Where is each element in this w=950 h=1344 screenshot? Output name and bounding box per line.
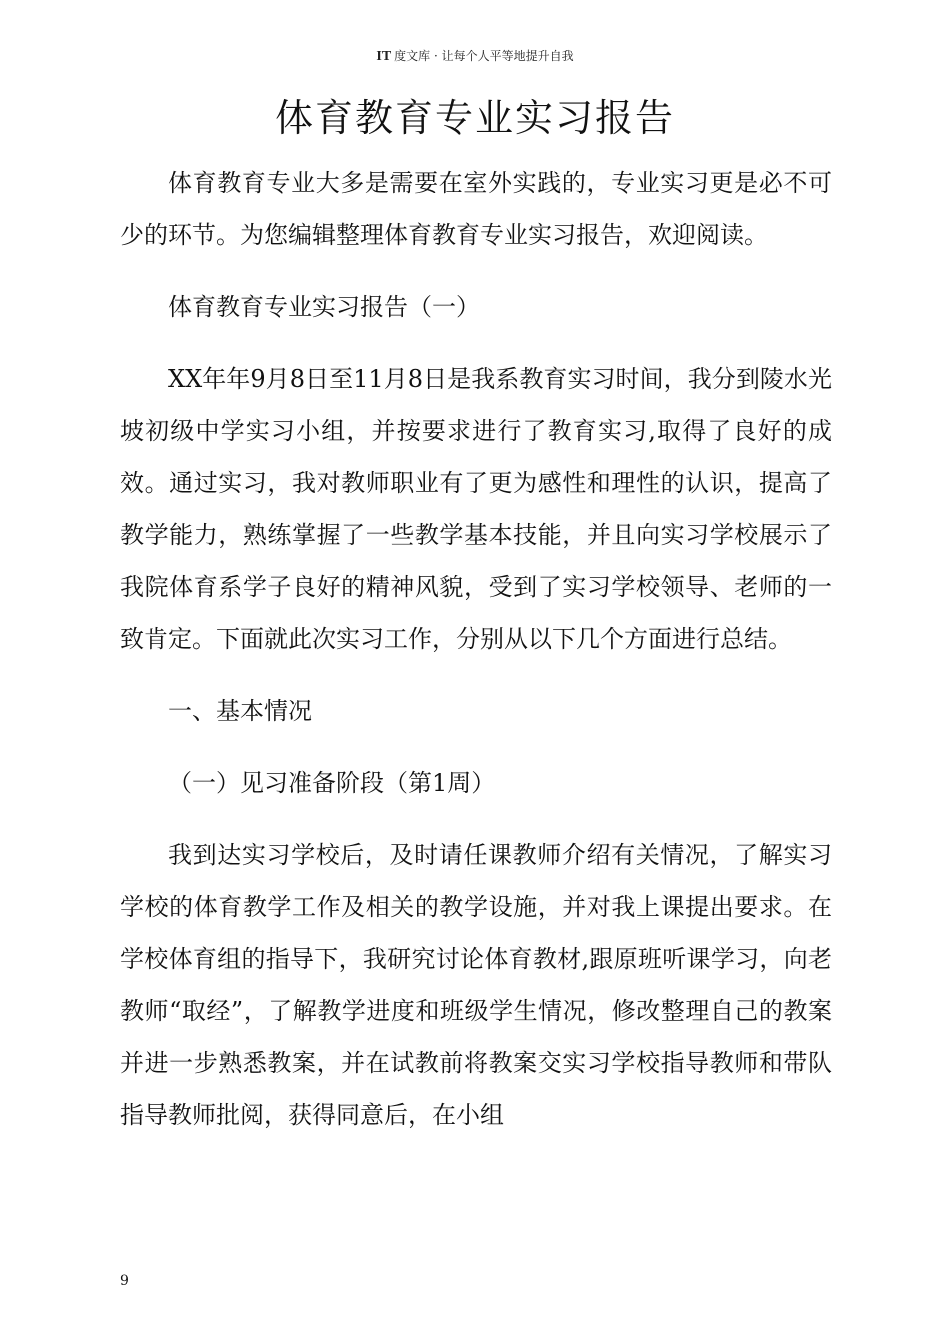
subsection-heading-preparation: （一）见习准备阶段（第1周）: [168, 769, 496, 797]
page-header: [0, 48, 950, 65]
page-number: 9: [120, 1273, 129, 1289]
section-heading-basic-info: 一、基本情况: [168, 697, 312, 725]
preparation-paragraph: 我到达实习学校后，及时请任课教师介绍有关情况，了解实习学校的体育教学工作及相关的教学设施，并对我上课提出要求。在学校体育组的指导下，我研究讨论体育教材,跟原班听课学习，向老教师“取经”，了解教学进度和班级学生情况，修改整理自己的教案并进一步熟悉教案，并在试教前将教案交实习学校指导教师和带队指导教师批阅，获得同意后，在小组: [120, 841, 832, 1129]
header-slogan: 度文库 · 让每个人平等地提升自我: [394, 49, 574, 63]
section-heading-report-one: 体育教育专业实习报告（一）: [168, 293, 480, 321]
overview-paragraph: XX年年9月8日至11月8日是我系教育实习时间，我分到陵水光坡初级中学实习小组，并按要求进行了教育实习,取得了良好的成效。通过实习，我对教师职业有了更为感性和理性的认识，提高了教学能力，熟练掌握了一些教学基本技能，并且向实习学校展示了我院体育系学子良好的精神风貌，受到了实习学校领导、老师的一致肯定。下面就此次实习工作，分别从以下几个方面进行总结。: [120, 365, 832, 653]
site-logo: IT: [376, 49, 392, 64]
intro-paragraph: 体育教育专业大多是需要在室外实践的，专业实习更是必不可少的环节。为您编辑整理体育教育专业实习报告，欢迎阅读。: [120, 169, 832, 249]
document-title: 体育教育专业实习报告: [274, 96, 675, 140]
document-body: [120, 157, 832, 1161]
